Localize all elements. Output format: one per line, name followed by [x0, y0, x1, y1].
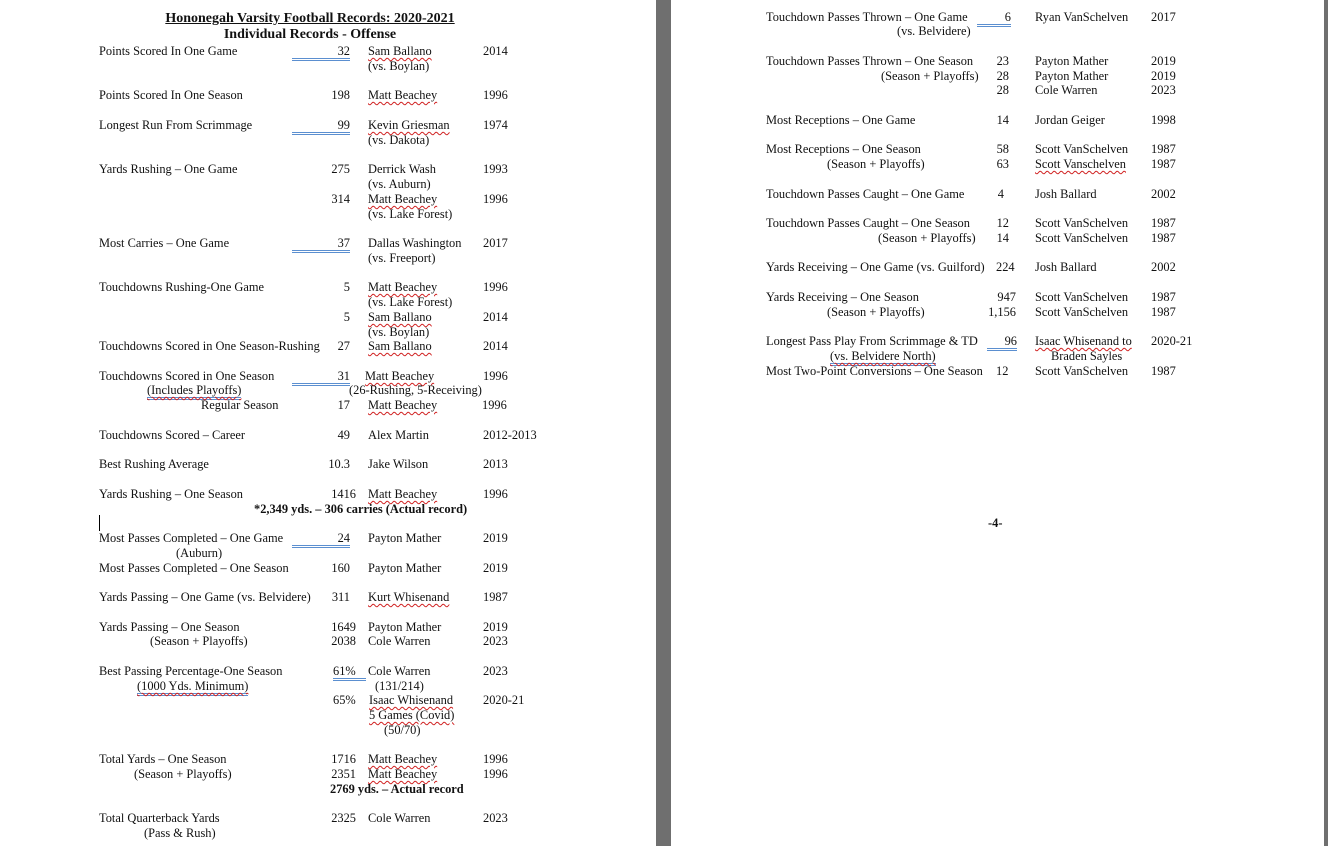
- record-value: 63: [996, 157, 1009, 171]
- record-holder: Derrick Wash: [368, 162, 436, 176]
- record-year: 2013: [483, 457, 508, 471]
- record-sub-label: (Season + Playoffs): [827, 305, 925, 319]
- record-holder: Scott VanSchelven: [1035, 231, 1129, 245]
- record-value: 28: [996, 69, 1009, 83]
- record-year: 2023: [483, 634, 508, 648]
- record-label: Yards Rushing – One Game: [99, 162, 238, 176]
- record-year: 2023: [1151, 83, 1176, 97]
- record-holder: Sam Ballano: [368, 339, 432, 353]
- record-holder: Cole Warren: [368, 664, 431, 678]
- record-value: 23: [996, 54, 1009, 68]
- record-value: 28: [996, 83, 1009, 97]
- record-holder: Kevin Griesman: [368, 118, 450, 132]
- record-note: 5 Games (Covid): [369, 708, 455, 722]
- record-label: Longest Pass Play From Scrimmage & TD: [766, 334, 978, 348]
- record-year: 1996: [483, 767, 508, 781]
- record-value: 99: [290, 118, 350, 135]
- record-value: 12: [996, 364, 1009, 378]
- record-value: 96: [985, 334, 1017, 351]
- record-note: (vs. Lake Forest): [368, 295, 453, 309]
- record-label: Touchdown Passes Thrown – One Season: [766, 54, 974, 68]
- record-label: Most Receptions – One Game: [766, 113, 916, 127]
- record-year: 2014: [483, 44, 508, 58]
- record-note: (26-Rushing, 5-Receiving): [349, 383, 482, 397]
- record-holder: Matt Beachey: [368, 88, 438, 102]
- record-year: 1996: [483, 752, 508, 766]
- record-value: 160: [331, 561, 350, 575]
- record-value: 27: [337, 339, 350, 353]
- record-value: 32: [290, 44, 350, 61]
- record-holder: Sam Ballano: [368, 310, 432, 324]
- record-value: 311: [331, 590, 350, 604]
- record-holder: Payton Mather: [1035, 69, 1109, 83]
- record-year: 2020-21: [483, 693, 525, 707]
- record-year: 2017: [1151, 10, 1176, 24]
- record-sub-label: (Includes Playoffs): [147, 383, 241, 400]
- record-year: 1987: [1151, 142, 1176, 156]
- record-year: 1987: [1151, 364, 1176, 378]
- record-label: Touchdowns Scored in One Season: [99, 369, 275, 383]
- record-holder: Isaac Whisenand: [369, 693, 454, 707]
- record-sub-label: (Pass & Rush): [144, 826, 216, 840]
- record-holder: Jordan Geiger: [1035, 113, 1105, 127]
- record-year: 1987: [1151, 216, 1176, 230]
- record-label: Points Scored In One Season: [99, 88, 243, 102]
- record-label: Most Passes Completed – One Game: [99, 531, 284, 545]
- record-year: 2019: [483, 620, 508, 634]
- record-holder: Matt Beachey: [368, 192, 438, 206]
- record-value: 5: [343, 280, 350, 294]
- record-holder: Cole Warren: [368, 634, 431, 648]
- record-value: 314: [331, 192, 350, 206]
- record-value: 49: [337, 428, 350, 442]
- record-value: 1416: [331, 487, 356, 501]
- record-year: 2023: [483, 664, 508, 678]
- record-year: 1996: [483, 280, 508, 294]
- record-year: 1996: [483, 369, 508, 383]
- record-note: (vs. Lake Forest): [368, 207, 453, 221]
- record-year: 2012-2013: [483, 428, 537, 442]
- record-label: Touchdowns Scored – Career: [99, 428, 246, 442]
- page-number: -4-: [988, 516, 1003, 530]
- record-holder: Josh Ballard: [1035, 260, 1097, 274]
- record-label: Touchdown Passes Caught – One Game: [766, 187, 965, 201]
- record-holder: Dallas Washington: [368, 236, 462, 250]
- record-year: 1987: [1151, 290, 1176, 304]
- record-holder: Payton Mather: [368, 531, 442, 545]
- record-holder: Scott VanSchelven: [1035, 290, 1129, 304]
- record-actual-note: 2769 yds. – Actual record: [330, 782, 464, 796]
- record-value: 24: [290, 531, 350, 548]
- record-holder: Matt Beachey: [368, 487, 438, 501]
- record-year: 1996: [483, 88, 508, 102]
- record-year: 2014: [483, 339, 508, 353]
- record-label: Longest Run From Scrimmage: [99, 118, 253, 132]
- record-holder: Braden Sayles: [1051, 349, 1123, 363]
- record-holder: Matt Beachey: [368, 767, 438, 781]
- record-year: 1974: [483, 118, 508, 132]
- record-sub-label: (1000 Yds. Minimum): [137, 679, 248, 696]
- record-holder: Josh Ballard: [1035, 187, 1097, 201]
- record-value: 14: [996, 113, 1009, 127]
- record-label: Most Passes Completed – One Season: [99, 561, 289, 575]
- record-value: 947: [997, 290, 1016, 304]
- record-sub-label: (Season + Playoffs): [878, 231, 976, 245]
- record-value: 12: [996, 216, 1009, 230]
- record-actual-note: *2,349 yds. – 306 carries (Actual record): [254, 502, 468, 516]
- record-value: 2351: [331, 767, 356, 781]
- record-value: 275: [331, 162, 350, 176]
- page-subtitle: Individual Records - Offense: [223, 27, 397, 42]
- record-year: 1996: [483, 192, 508, 206]
- record-year: 2002: [1151, 260, 1176, 274]
- record-sub-label: (Season + Playoffs): [881, 69, 979, 83]
- record-year: 2019: [1151, 54, 1176, 68]
- record-holder: Payton Mather: [1035, 54, 1109, 68]
- record-holder: Kurt Whisenand: [368, 590, 450, 604]
- record-label: Points Scored In One Game: [99, 44, 238, 58]
- record-holder: Scott VanSchelven: [1035, 305, 1129, 319]
- record-label: Total Quarterback Yards: [99, 811, 220, 825]
- record-holder: Matt Beachey: [368, 752, 438, 766]
- record-value: 2038: [331, 634, 356, 648]
- record-label: Total Yards – One Season: [99, 752, 227, 766]
- record-label: Most Two-Point Conversions – One Season: [766, 364, 983, 378]
- record-holder: Ryan VanSchelven: [1035, 10, 1129, 24]
- record-year: 1993: [483, 162, 508, 176]
- record-sub-label: (Season + Playoffs): [150, 634, 248, 648]
- record-label: Touchdown Passes Thrown – One Game: [766, 10, 968, 24]
- record-value: 14: [996, 231, 1009, 245]
- record-value: 61%: [333, 664, 366, 681]
- record-note: (vs. Auburn): [368, 177, 431, 191]
- record-note: (vs. Freeport): [368, 251, 436, 265]
- record-holder: Cole Warren: [368, 811, 431, 825]
- record-year: 1987: [1151, 231, 1176, 245]
- record-holder: Jake Wilson: [368, 457, 429, 471]
- record-year: 1998: [1151, 113, 1176, 127]
- record-value: 1,156: [988, 305, 1016, 319]
- record-note: (50/70): [384, 723, 421, 737]
- record-holder: Matt Beachey: [365, 369, 435, 383]
- record-value: 224: [996, 260, 1015, 274]
- text-cursor: [99, 515, 100, 531]
- record-holder: Payton Mather: [368, 561, 442, 575]
- record-value: 31: [290, 369, 350, 386]
- record-year: 2023: [483, 811, 508, 825]
- record-holder: Matt Beachey: [368, 398, 438, 412]
- record-year: 1987: [1151, 157, 1176, 171]
- record-year: 1987: [1151, 305, 1176, 319]
- record-label: Touchdown Passes Caught – One Season: [766, 216, 970, 230]
- record-label: Yards Receiving – One Game (vs. Guilford): [766, 260, 985, 274]
- record-sub-label: (vs. Belvidere): [897, 24, 971, 38]
- record-holder: Cole Warren: [1035, 83, 1098, 97]
- record-label: Yards Rushing – One Season: [99, 487, 243, 501]
- record-value: 5: [343, 310, 350, 324]
- record-label: Best Rushing Average: [99, 457, 209, 471]
- record-label: Yards Passing – One Season: [99, 620, 240, 634]
- record-value: 10.3: [328, 457, 350, 471]
- record-holder: Scott VanSchelven: [1035, 142, 1129, 156]
- record-year: 2019: [483, 561, 508, 575]
- record-holder: Payton Mather: [368, 620, 442, 634]
- document-page-left: [0, 0, 656, 846]
- record-year: 2002: [1151, 187, 1176, 201]
- record-label: Yards Passing – One Game (vs. Belvidere): [99, 590, 311, 604]
- record-note: (vs. Dakota): [368, 133, 430, 147]
- record-holder: Matt Beachey: [368, 280, 438, 294]
- record-value: 2325: [331, 811, 356, 825]
- record-note: (vs. Boylan): [368, 59, 430, 73]
- record-value: 58: [996, 142, 1009, 156]
- record-holder: Scott VanSchelven: [1035, 364, 1129, 378]
- record-value: 6: [975, 10, 1011, 27]
- record-sub-label: (Auburn): [176, 546, 223, 560]
- record-sub-label: (Season + Playoffs): [134, 767, 232, 781]
- record-label: Touchdowns Scored in One Season-Rushing: [99, 339, 320, 353]
- page-title: Hononegah Varsity Football Records: 2020-2021: [165, 11, 455, 26]
- record-holder: Scott VanSchelven: [1035, 216, 1129, 230]
- record-label: Best Passing Percentage-One Season: [99, 664, 283, 678]
- record-value: 65%: [333, 693, 356, 707]
- record-holder: Sam Ballano: [368, 44, 432, 58]
- record-label: Most Carries – One Game: [99, 236, 230, 250]
- record-holder: Isaac Whisenand to: [1035, 334, 1132, 348]
- record-year: 2019: [1151, 69, 1176, 83]
- record-value: 198: [331, 88, 350, 102]
- record-label: Regular Season: [201, 398, 279, 412]
- record-year: 1987: [483, 590, 508, 604]
- record-sub-label: (vs. Belvidere North): [830, 349, 936, 366]
- record-value: 37: [290, 236, 350, 253]
- record-label: Yards Receiving – One Season: [766, 290, 919, 304]
- record-holder: Scott Vanschelven: [1035, 157, 1126, 171]
- record-year: 2014: [483, 310, 508, 324]
- record-note: (vs. Boylan): [368, 325, 430, 339]
- record-year: 1996: [482, 398, 507, 412]
- record-value: 17: [337, 398, 350, 412]
- record-year: 2019: [483, 531, 508, 545]
- record-value: 4: [997, 187, 1004, 201]
- record-sub-label: (Season + Playoffs): [827, 157, 925, 171]
- record-note: (131/214): [375, 679, 424, 693]
- record-value: 1649: [331, 620, 356, 634]
- record-label: Most Receptions – One Season: [766, 142, 921, 156]
- record-holder: Alex Martin: [368, 428, 429, 442]
- document-page-right: [671, 0, 1324, 846]
- record-year: 2017: [483, 236, 508, 250]
- record-value: 1716: [331, 752, 356, 766]
- record-year: 2020-21: [1151, 334, 1193, 348]
- record-label: Touchdowns Rushing-One Game: [99, 280, 265, 294]
- record-year: 1996: [483, 487, 508, 501]
